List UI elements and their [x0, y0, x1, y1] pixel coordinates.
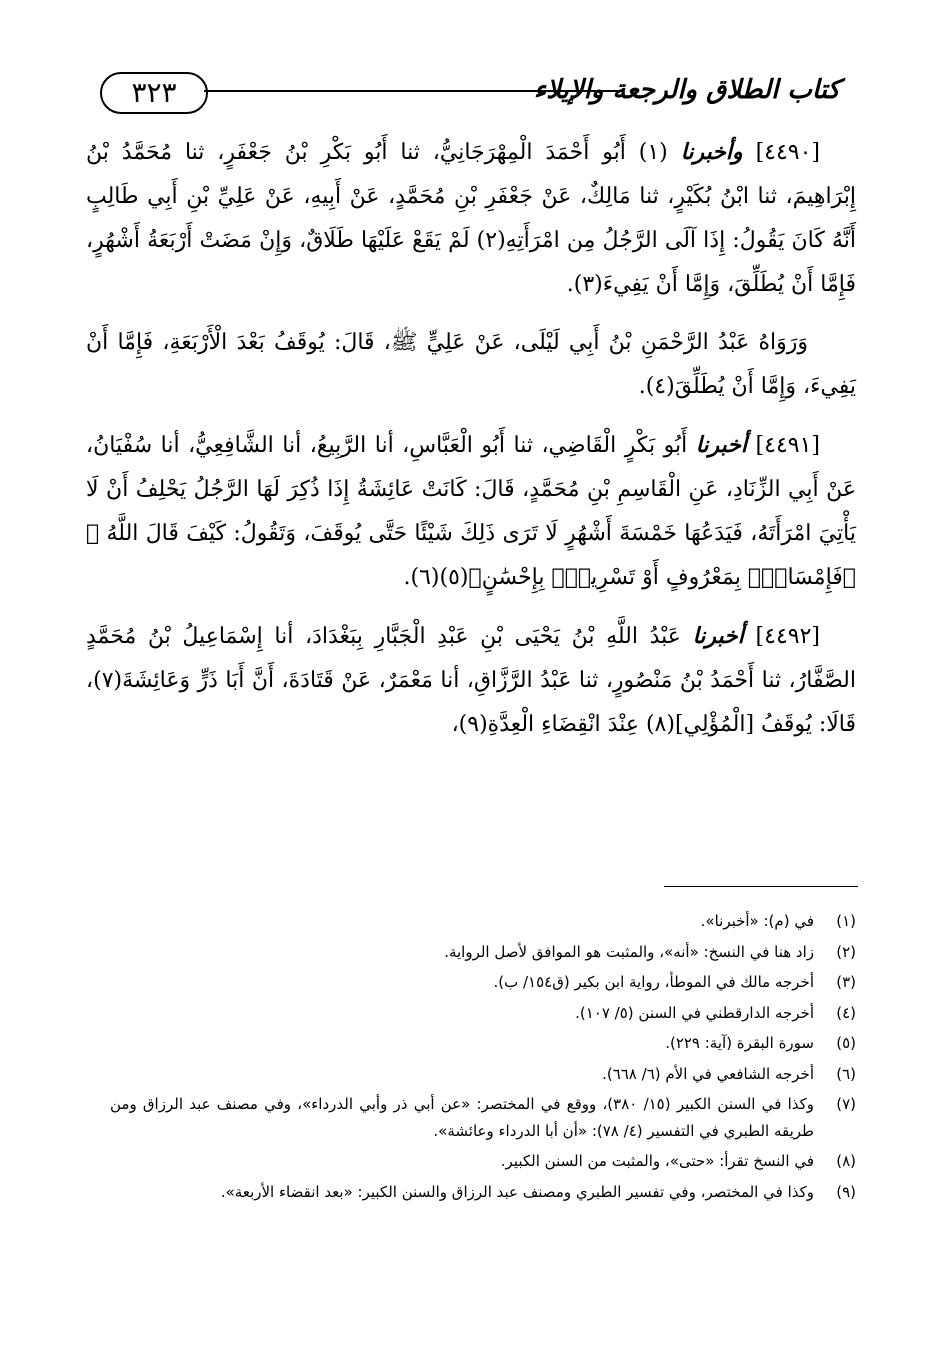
hadith-paragraph [86, 130, 856, 307]
hadith-text: عَبْدُ اللَّهِ بْنُ يَحْيَى بْنِ عَبْدِ الْجَبَّارِ بِبَغْدَادَ، أنا إِسْمَاعِيلُ بْنُ مُحَمَّدٍ الصَّفَّارُ، ثنا أَحْمَدُ بْنُ مَنْصُورٍ، ثنا عَبْدُ الرَّزَّاقِ، أنا مَعْمَرٌ، عَنْ قَتَادَةَ، أَنَّ أَبَا ذَرٍّ وَعَائِشَةَ(٧)، قَالَا: يُوقَفُ [الْمُؤْلِي](٨) عِنْدَ انْقِضَاءِ الْعِدَّةِ(٩)، [86, 624, 856, 737]
hadith-text: أَبُو بَكْرٍ الْقَاضِي، ثنا أَبُو الْعَبَّاسِ، أنا الرَّبِيعُ، أنا الشَّافِعِيُّ، أنا سُفْيَانُ، عَنْ أَبِي الزِّنَادِ، عَنِ الْقَاسِمِ بْنِ مُحَمَّدٍ، قَالَ: كَانَتْ عَائِشَةُ إِذَا ذُكِرَ لَهَا الرَّجُلُ يَحْلِفُ أَنْ لَا يَأْتِيَ امْرَأَتَهُ، فَيَدَعُهَا خَمْسَةَ أَشْهُرٍ لَا تَرَى ذَلِكَ شَيْئًا حَتَّى يُوقَفَ، وَتَقُولُ: كَيْفَ قَالَ اللَّهُ ﷻ ﴿فَإِمْسَاكٌۢ بِمَعْرُوفٍ أَوْ تَسْرِيحٌۢ بِإِحْسَٰنٍ﴾(٥)(٦). [86, 433, 856, 590]
page-header [100, 68, 840, 116]
footnote [110, 939, 856, 966]
hadith-paragraph [86, 321, 856, 409]
hadith-number: [٤٤٩١] [755, 433, 820, 458]
page-number: ٣٢٣ [100, 72, 208, 114]
footnote-number: (٥) [836, 1034, 856, 1052]
footnote [110, 1091, 856, 1144]
footnote-divider [664, 886, 858, 887]
footnote [110, 1179, 856, 1206]
hadith-opening: أخبرنا [692, 623, 744, 649]
running-title: كتاب الطلاق والرجعة والإيلاء [533, 75, 840, 105]
footnote [110, 1000, 856, 1027]
footnote-number: (٤) [836, 1003, 856, 1022]
footnote-text: وكذا في السنن الكبير (١٥/ ٣٨٠)، ووقع في المختصر: «عن أبي ذر وأبي الدرداء»، وفي مصنف عبد الرزاق ومن طريقه الطبري في التفسير (٤/ ٧٨): «أن أبا الدرداء وعائشة». [110, 1095, 815, 1140]
footnote [110, 908, 856, 935]
hadith-paragraph [86, 423, 856, 600]
hadith-text: (١) أَبُو أَحْمَدَ الْمِهْرَجَانِيُّ، ثنا أَبُو بَكْرِ بْنُ جَعْفَرٍ، ثنا مُحَمَّدُ بْنُ إِبْرَاهِيمَ، ثنا ابْنُ بُكَيْرٍ، ثنا مَالِكٌ، عَنْ جَعْفَرِ بْنِ مُحَمَّدٍ، عَنْ أَبِيهِ، عَنْ عَلِيِّ بْنِ أَبِي طَالِبٍ أَنَّهُ كَانَ يَقُولُ: إِذَا آلَى الرَّجُلُ مِن امْرَأَتِهِ(٢) لَمْ يَقَعْ عَلَيْهَا طَلَاقٌ، وَإِنْ مَضَتْ أَرْبَعَةُ أَشْهُرٍ، فَإِمَّا أَنْ يُطَلِّقَ، وَإِمَّا أَنْ يَفِيءَ(٣). [86, 140, 856, 297]
hadith-number: [٤٤٩٢] [755, 624, 820, 649]
header-rule [204, 90, 620, 92]
footnote [110, 1148, 856, 1175]
footnote-text: سورة البقرة (آية: ٢٢٩). [665, 1034, 814, 1052]
footnote [110, 1030, 856, 1057]
footnote-text: زاد هنا في النسخ: «أنه»، والمثبت هو الموافق لأصل الرواية. [444, 942, 814, 961]
hadith-paragraph [86, 614, 856, 747]
footnote-number: (١) [836, 912, 856, 930]
hadith-opening: وأخبرنا [680, 139, 743, 165]
footnote-number: (٨) [836, 1152, 856, 1170]
hadith-opening: أخبرنا [695, 432, 748, 458]
footnote [110, 969, 856, 996]
footnote-text: في (م): «أخبرنا». [700, 912, 814, 930]
footnote-number: (٢) [836, 942, 856, 961]
footnote-number: (٦) [836, 1064, 856, 1083]
footnote-number: (٣) [836, 973, 856, 991]
footnote-text: أخرجه الدارقطني في السنن (٥/ ١٠٧). [575, 1003, 814, 1022]
footnote-text: أخرجه مالك في الموطأ، رواية ابن بكير (ق١٥٤/ ب). [493, 973, 814, 991]
footnote-text: في النسخ تقرأ: «حتى»، والمثبت من السنن الكبير. [500, 1152, 814, 1170]
footnote [110, 1061, 856, 1088]
footnotes [110, 908, 856, 1209]
hadith-text: وَرَوَاهُ عَبْدُ الرَّحْمَنِ بْنُ أَبِي لَيْلَى، عَنْ عَلِيٍّ ﷺ، قَالَ: يُوقَفُ بَعْدَ الْأَرْبَعَةِ، فَإِمَّا أَنْ يَفِيءَ، وَإِمَّا أَنْ يُطَلِّقَ(٤). [86, 330, 856, 399]
footnote-text: وكذا في المختصر، وفي تفسير الطبري ومصنف عبد الرزاق والسنن الكبير: «بعد انقضاء الأربعة». [220, 1182, 814, 1201]
footnote-text: أخرجه الشافعي في الأم (٦/ ٦٦٨). [602, 1064, 814, 1083]
footnote-number: (٩) [836, 1182, 856, 1201]
hadith-number: [٤٤٩٠] [755, 140, 821, 165]
footnote-number: (٧) [836, 1095, 856, 1113]
main-text [86, 130, 856, 761]
